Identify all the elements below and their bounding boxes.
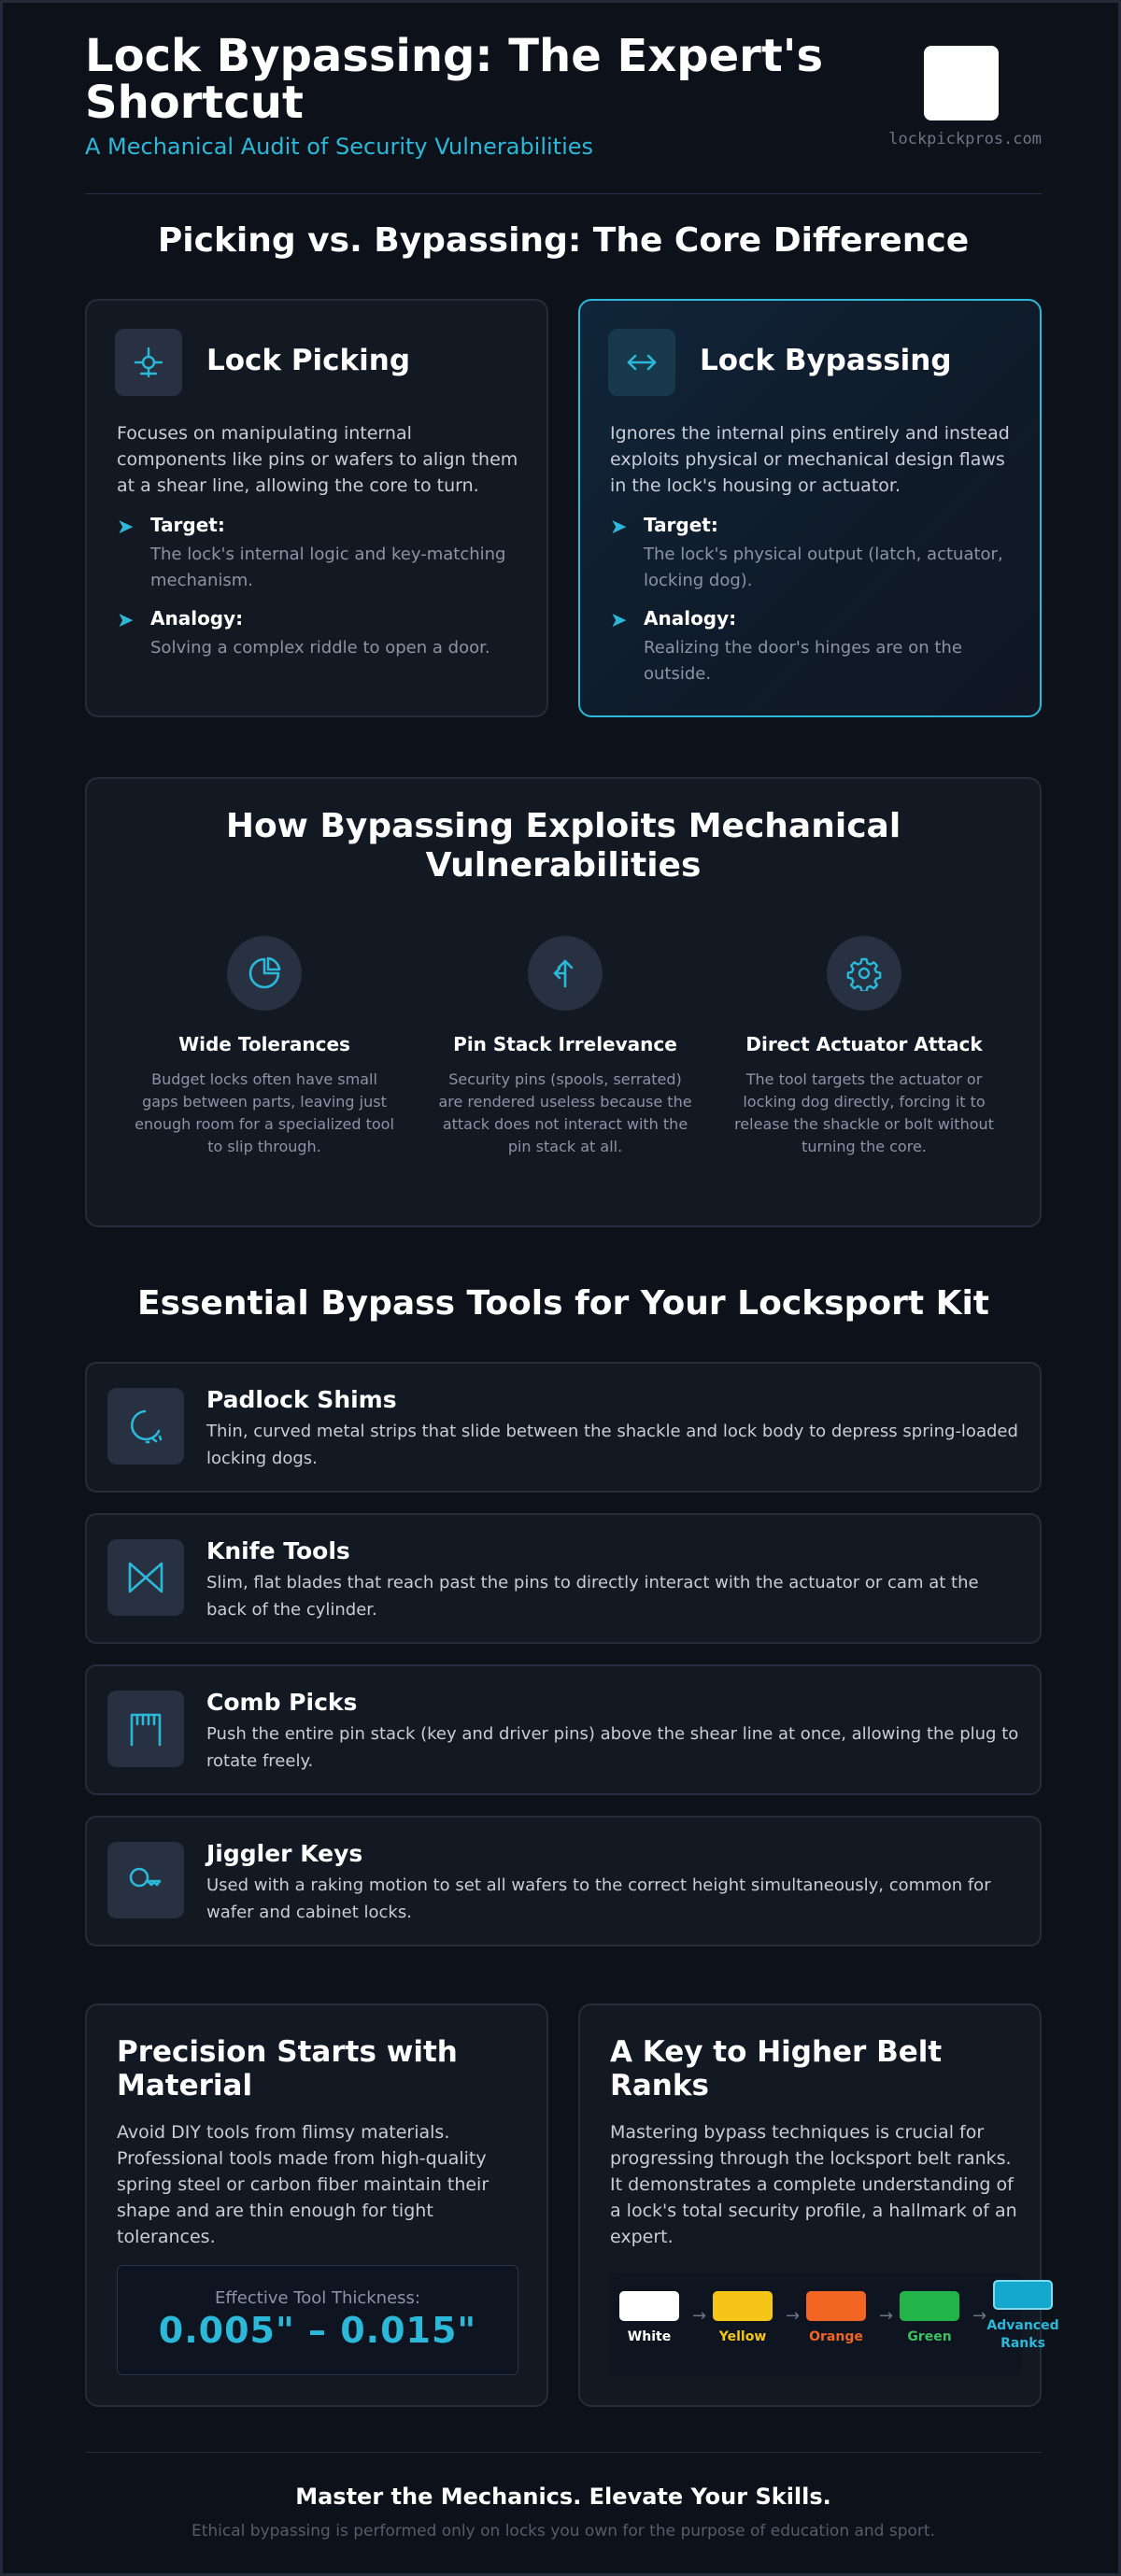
bullet-text: The lock's internal logic and key-matching mechanism.: [150, 545, 506, 590]
logo: [924, 46, 999, 120]
arrow-icon: ➤: [610, 516, 628, 539]
belt-ranks-body: Mastering bypass techniques is crucial for progressing through the locksport belt ranks. It demonstrates a complete understanding of a lock's total security profile, a hallmark of an expert.: [610, 2122, 1017, 2247]
comparison-title: Picking vs. Bypassing: The Core Difference: [157, 221, 970, 260]
page-title: Lock Bypassing: The Expert's Shortcut: [85, 30, 824, 129]
vulnerability-desc: Budget locks often have small gaps between parts, leaving just enough room for a specialized tool to slip through.: [135, 1070, 394, 1155]
bullet-label: Target:: [150, 514, 225, 536]
belt-label: Advanced Ranks: [986, 2318, 1059, 2351]
bullet-text: Realizing the door's hinges are on the outside.: [644, 638, 962, 684]
card-body: Focuses on manipulating internal components like pins or wafers to align them at a shear line, allowing the core to turn.: [117, 423, 518, 496]
bullet-text: Solving a complex riddle to open a door.: [150, 638, 490, 658]
footer-note: Ethical bypassing is performed only on locks you own for the purpose of education and sport.: [191, 2522, 935, 2541]
shim-icon: [107, 1388, 184, 1465]
divider: [85, 2452, 1042, 2453]
tools-title: Essential Bypass Tools for Your Locksport Kit: [136, 1284, 990, 1323]
lock-picking-card: [85, 299, 548, 717]
arrow-right-icon: →: [692, 2306, 707, 2326]
tool-card: [85, 1362, 1042, 1493]
page-subtitle: A Mechanical Audit of Security Vulnerabilities: [85, 134, 594, 160]
split-arrow-icon: [528, 936, 603, 1011]
material-card: [85, 2003, 548, 2407]
arrow-icon: ➤: [117, 609, 135, 632]
belt-green: [890, 2291, 969, 2346]
belt-ranks-title: A Key to Higher Belt Ranks: [610, 2035, 943, 2102]
comb-icon: [107, 1691, 184, 1767]
tool-desc: Thin, curved metal strips that slide between the shackle and lock body to depress spring-loaded locking dogs.: [206, 1422, 1018, 1468]
tool-title: Padlock Shims: [206, 1386, 397, 1413]
vulnerability-item: [733, 936, 995, 1158]
vulnerability-item: [434, 936, 696, 1158]
arrow-icon: ➤: [117, 516, 135, 539]
belt-label: Green: [907, 2329, 952, 2344]
belt-label: Yellow: [718, 2329, 767, 2344]
bullet-label: Analogy:: [150, 607, 244, 630]
vulnerabilities-panel: [85, 777, 1042, 1227]
pie-chart-icon: [227, 936, 302, 1011]
tool-title: Comb Picks: [206, 1689, 358, 1716]
belt-white: [610, 2291, 688, 2346]
pick-icon: [115, 329, 182, 396]
site-url[interactable]: lockpickpros.com: [888, 130, 1042, 149]
vulnerability-item: [134, 936, 395, 1158]
vulnerability-title: Pin Stack Irrelevance: [453, 1033, 677, 1055]
arrow-right-icon: →: [786, 2306, 801, 2326]
belt-progression: [610, 2272, 1059, 2377]
belt-swatch: [993, 2280, 1053, 2310]
lock-bypassing-card: [578, 299, 1042, 717]
tool-desc: Slim, flat blades that reach past the pins to directly interact with the actuator or cam at the back of the cylinder.: [206, 1573, 979, 1620]
divider: [85, 193, 1042, 194]
thickness-value: 0.005" – 0.015": [158, 2310, 477, 2351]
bullet-text: The lock's physical output (latch, actuator, locking dog).: [644, 545, 1003, 590]
belt-ranks-card: [578, 2003, 1059, 2407]
jiggler-key-icon: [107, 1842, 184, 1918]
knife-tool-icon: [107, 1539, 184, 1616]
tool-desc: Used with a raking motion to set all wafers to the correct height simultaneously, common for wafer and cabinet locks.: [206, 1875, 991, 1922]
footer-headline: Master the Mechanics. Elevate Your Skills.: [295, 2484, 831, 2510]
tool-title: Knife Tools: [206, 1537, 350, 1564]
tool-desc: Push the entire pin stack (key and driver pins) above the shear line at once, allowing the plug to rotate freely.: [206, 1724, 1019, 1771]
vulnerability-title: Direct Actuator Attack: [745, 1033, 983, 1055]
belt-swatch: [713, 2291, 773, 2321]
belt-yellow: [703, 2291, 782, 2346]
belt-swatch: [806, 2291, 866, 2321]
tool-card: [85, 1816, 1042, 1946]
belt-label: Orange: [809, 2329, 863, 2344]
material-body: Avoid DIY tools from flimsy materials. Professional tools made from high-quality spring steel or carbon fiber maintain their shape and are thin enough for tight tolerances.: [117, 2122, 490, 2247]
tool-card: [85, 1664, 1042, 1795]
bypass-arrows-icon: [608, 329, 675, 396]
gear-icon: [827, 936, 901, 1011]
arrow-right-icon: →: [879, 2306, 894, 2326]
vulnerability-title: Wide Tolerances: [178, 1033, 350, 1055]
belt-orange: [797, 2291, 875, 2346]
belt-swatch: [619, 2291, 679, 2321]
belt-swatch: [900, 2291, 959, 2321]
belt-label: White: [627, 2329, 672, 2344]
tool-card: [85, 1513, 1042, 1644]
arrow-icon: ➤: [610, 609, 628, 632]
material-title: Precision Starts with Material: [117, 2035, 458, 2102]
vulnerability-desc: Security pins (spools, serrated) are rendered useless because the attack does not interact with the pin stack at all.: [438, 1070, 692, 1155]
card-body: Ignores the internal pins entirely and instead exploits physical or mechanical design flaws in the lock's housing or actuator.: [610, 423, 1010, 496]
bullet-label: Target:: [644, 514, 718, 536]
belt-advanced: [984, 2280, 1062, 2353]
card-title: Lock Picking: [206, 344, 411, 377]
tool-title: Jiggler Keys: [206, 1840, 363, 1867]
vulnerability-desc: The tool targets the actuator or locking dog directly, forcing it to release the shackle or bolt without turning the core.: [734, 1070, 994, 1155]
bullet-label: Analogy:: [644, 607, 737, 630]
card-title: Lock Bypassing: [700, 344, 952, 377]
vulnerabilities-title: How Bypassing Exploits Mechanical Vulnerabilities: [225, 807, 901, 885]
thickness-label: Effective Tool Thickness:: [215, 2288, 420, 2308]
arrow-right-icon: →: [972, 2306, 987, 2326]
thickness-box: [117, 2265, 518, 2375]
